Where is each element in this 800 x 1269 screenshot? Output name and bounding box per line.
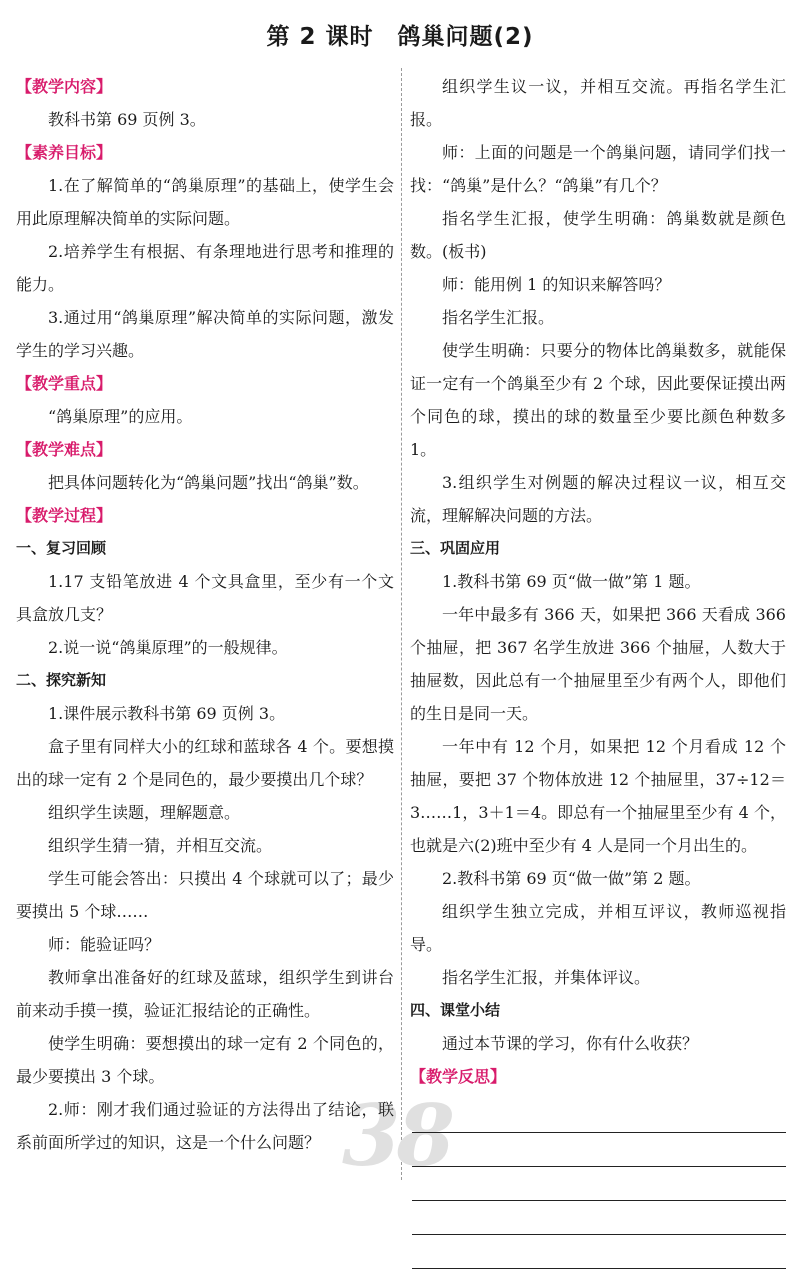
right-para-7: 3.组织学生对例题的解决过程议一议，相互交流，理解解决问题的方法。 xyxy=(410,473,786,525)
apply-heading: 三、巩固应用 xyxy=(410,539,501,557)
right-para-5: 指名学生汇报。 xyxy=(442,308,555,327)
explore-4: 组织学生猜一猜，并相互交流。 xyxy=(48,836,273,855)
explore-3: 组织学生读题，理解题意。 xyxy=(48,803,241,822)
goal-2: 2.培养学生有根据、有条理地进行思考和推理的能力。 xyxy=(16,242,394,294)
difficulty-text: 把具体问题转化为“鸽巢问题”找出“鸽巢”数。 xyxy=(48,473,369,492)
explore-heading: 二、探究新知 xyxy=(16,671,107,689)
apply-4: 2.教科书第 69 页“做一做”第 2 题。 xyxy=(442,869,701,888)
goals-heading: 【素养目标】 xyxy=(16,143,113,162)
difficulty-heading: 【教学难点】 xyxy=(16,440,113,459)
apply-2: 一年中最多有 366 天，如果把 366 天看成 366 个抽屉，把 367 名学生放进 366 个抽屉，人数大于抽屉数，因此总有一个抽屉里至少有两个人，即他们的生日是同一天。 xyxy=(410,605,786,723)
teaching-content-heading: 【教学内容】 xyxy=(16,77,113,96)
process-heading: 【教学过程】 xyxy=(16,506,113,525)
explore-8: 使学生明确：要想摸出的球一定有 2 个同色的，最少要摸出 3 个球。 xyxy=(16,1034,394,1086)
goal-3: 3.通过用“鸽巢原理”解决简单的实际问题，激发学生的学习兴趣。 xyxy=(16,308,394,360)
right-para-2: 师：上面的问题是一个鸽巢问题，请同学们找一找：“鸽巢”是什么？“鸽巢”有几个？ xyxy=(410,143,786,195)
writing-line xyxy=(412,1099,786,1133)
right-para-4: 师：能用例 1 的知识来解答吗？ xyxy=(442,275,671,294)
page-number: 38 xyxy=(342,1086,451,1185)
writing-line xyxy=(412,1133,786,1167)
apply-6: 指名学生汇报，并集体评议。 xyxy=(442,968,651,987)
writing-line xyxy=(412,1167,786,1201)
page-title: 第 2 课时 鸽巢问题(2) xyxy=(266,24,534,50)
apply-3: 一年中有 12 个月，如果把 12 个月看成 12 个抽屉，要把 37 个物体放进 12 个抽屉里，37÷12＝3……1，3＋1＝4。即总有一个抽屉里至少有 4 个，也就是六(2)班中至少有 4 人是同一个月出生的。 xyxy=(410,737,786,855)
key-point-heading: 【教学重点】 xyxy=(16,374,113,393)
right-column xyxy=(410,70,786,1269)
explore-1: 1.课件展示教科书第 69 页例 3。 xyxy=(48,704,286,723)
writing-line xyxy=(412,1235,786,1269)
explore-6: 师：能验证吗？ xyxy=(48,935,161,954)
apply-1: 1.教科书第 69 页“做一做”第 1 题。 xyxy=(442,572,701,591)
teaching-content-text: 教科书第 69 页例 3。 xyxy=(48,110,206,129)
explore-2: 盒子里有同样大小的红球和蓝球各 4 个。要想摸出的球一定有 2 个是同色的，最少要摸出几个球？ xyxy=(16,737,394,789)
apply-5: 组织学生独立完成，并相互评议，教师巡视指导。 xyxy=(410,902,786,954)
explore-9: 2.师：刚才我们通过验证的方法得出了结论，联系前面所学过的知识，这是一个什么问题？ xyxy=(16,1100,394,1152)
writing-line xyxy=(412,1201,786,1235)
explore-7: 教师拿出准备好的红球及蓝球，组织学生到讲台前来动手摸一摸，验证汇报结论的正确性。 xyxy=(16,968,394,1020)
review-1: 1.17 支铅笔放进 4 个文具盒里，至少有一个文具盒放几支？ xyxy=(16,572,394,624)
reflection-lines xyxy=(410,1099,786,1269)
right-para-1: 组织学生议一议，并相互交流。再指名学生汇报。 xyxy=(410,77,786,129)
right-para-3: 指名学生汇报，使学生明确：鸽巢数就是颜色数。(板书) xyxy=(410,209,786,261)
summary-text: 通过本节课的学习，你有什么收获？ xyxy=(442,1034,699,1053)
explore-5: 学生可能会答出：只摸出 4 个球就可以了；最少要摸出 5 个球…… xyxy=(16,869,394,921)
reflection-heading: 【教学反思】 xyxy=(410,1067,507,1086)
goal-1: 1.在了解简单的“鸽巢原理”的基础上，使学生会用此原理解决简单的实际问题。 xyxy=(16,176,394,228)
right-para-6: 使学生明确：只要分的物体比鸽巢数多，就能保证一定有一个鸽巢至少有 2 个球，因此要保证摸出两个同色的球，摸出的球的数量至少要比颜色种数多 1。 xyxy=(410,341,786,459)
left-column xyxy=(16,70,394,1159)
review-2: 2.说一说“鸽巢原理”的一般规律。 xyxy=(48,638,288,657)
summary-heading: 四、课堂小结 xyxy=(410,1001,501,1019)
key-point-text: “鸽巢原理”的应用。 xyxy=(48,407,193,426)
column-divider xyxy=(401,68,402,1180)
review-heading: 一、复习回顾 xyxy=(16,539,107,557)
